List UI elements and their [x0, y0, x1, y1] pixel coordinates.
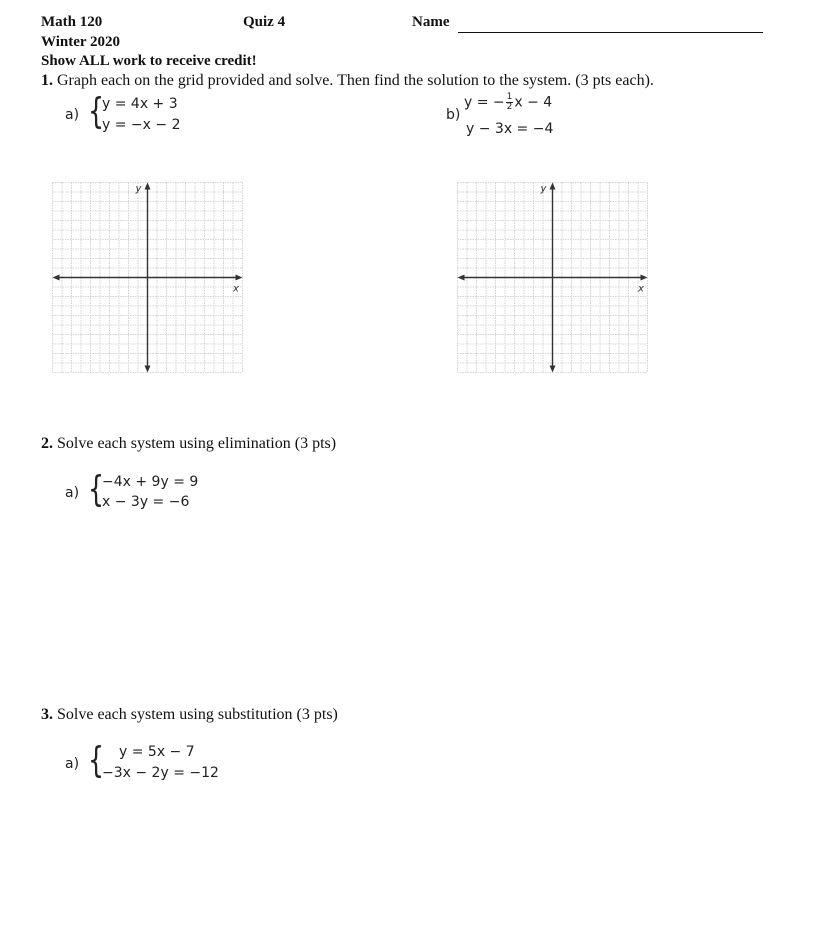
q1a-eq1: y = 4x + 3	[102, 96, 178, 112]
q1b-eq1-rhs: x − 4	[514, 94, 553, 111]
x-axis-label: x	[638, 283, 644, 295]
q1-prompt: Graph each on the grid provided and solve. Then find the solution to the system. (3 pts each).	[57, 72, 654, 89]
name-label: Name	[412, 14, 450, 30]
q1b-fraction-den: 2	[506, 102, 513, 112]
q2-prompt-line	[41, 435, 336, 453]
q3a-brace: {	[88, 740, 105, 781]
y-axis-arrow-down	[550, 366, 556, 373]
course-title: Math 120	[41, 14, 103, 30]
q3a-label: a)	[65, 756, 80, 772]
q3-prompt: Solve each system using substitution (3 pts)	[57, 706, 338, 723]
q3a-eq1: y = 5x − 7	[119, 744, 195, 760]
x-axis-arrow-left	[458, 275, 465, 281]
q3a-eq2: −3x − 2y = −12	[102, 765, 219, 781]
q2a-label: a)	[65, 485, 80, 501]
q2a-eq1: −4x + 9y = 9	[102, 474, 199, 490]
term: Winter 2020	[41, 34, 121, 50]
y-axis-label: y	[135, 183, 142, 195]
q2a-brace: {	[88, 469, 105, 510]
instruction: Show ALL work to receive credit!	[41, 53, 257, 69]
q2-prompt: Solve each system using elimination (3 pts)	[57, 435, 337, 452]
q1-prompt-line	[41, 72, 654, 90]
q1b-fraction	[506, 93, 514, 112]
y-axis-arrow-down	[145, 366, 151, 373]
x-axis-arrow-right	[236, 275, 243, 281]
q1b-graph-grid[interactable]	[455, 180, 650, 375]
y-axis-label: y	[540, 183, 547, 195]
x-axis-arrow-right	[641, 275, 648, 281]
q1b-eq2: y − 3x = −4	[466, 121, 554, 137]
q1b-label: b)	[446, 107, 461, 123]
q1a-brace: {	[88, 91, 105, 132]
q2a-eq2: x − 3y = −6	[102, 494, 190, 510]
y-axis-arrow-up	[550, 183, 556, 190]
x-axis-label: x	[233, 283, 239, 295]
q1b-eq1	[464, 93, 552, 112]
q1a-eq2: y = −x − 2	[102, 117, 181, 133]
q3-prompt-line	[41, 706, 338, 724]
q2-number: 2.	[41, 435, 53, 452]
q1a-graph-grid[interactable]	[50, 180, 245, 375]
name-blank-line[interactable]	[458, 32, 763, 33]
y-axis-arrow-up	[145, 183, 151, 190]
q1-number: 1.	[41, 72, 53, 89]
quiz-title: Quiz 4	[243, 14, 286, 30]
x-axis-arrow-left	[53, 275, 60, 281]
q1b-fraction-num: 1	[506, 92, 513, 102]
q1b-eq1-lhs: y = −	[464, 94, 505, 111]
q3-number: 3.	[41, 706, 53, 723]
q1a-label: a)	[65, 107, 80, 123]
